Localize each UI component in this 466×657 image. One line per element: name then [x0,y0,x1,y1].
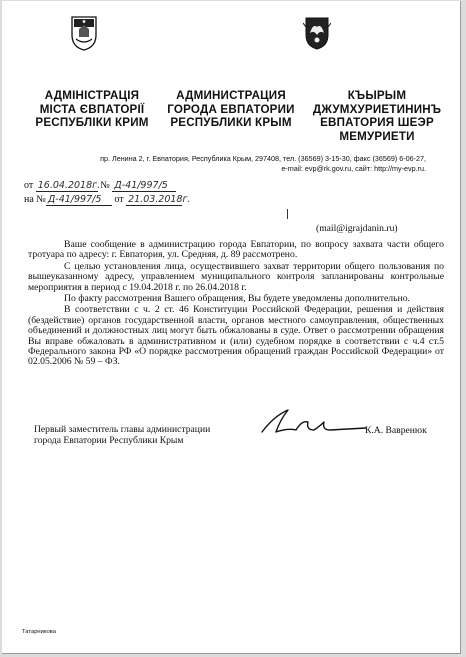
body-paragraph: Ваше сообщение в администрацию города Евпатории, по вопросу захвата части общего тротуара по адресу: г. Евпатория, ул. Средняя, д. 89 рассмотрено. [28,239,444,261]
contact-email-site: e-mail: evp@rk.gov.ru, сайт: http://my-evp.ru. [281,164,426,173]
in-from-label: от [114,194,124,205]
handwritten-mark [287,209,288,219]
evpatoria-coat-of-arms-icon [70,15,98,51]
executor-name: Татарникова [22,629,56,635]
header-russian: АДМИНИСТРАЦИЯ ГОРОДА ЕВПАТОРИИ РЕСПУБЛИКИ КРЫМ [167,89,295,129]
signer-name: К.А. Вавренюк [365,425,427,436]
outgoing-number: Д-41/997/5 [112,180,176,192]
outgoing-date: 16.04.2018г. [37,180,101,191]
header-crimean-tatar: КЪЫРЫМ ДЖУМХУРИЕТИНИНЪ ЕВПАТОРИЯ ШЕЭР МЕМУРИЕТИ [312,89,442,143]
number-label: № [100,180,110,191]
in-prefix: на № [24,194,46,205]
incoming-reference [24,194,191,206]
body-paragraph: По факту рассмотрения Вашего обращения, Вы будете уведомлены дополнительно. [64,293,410,305]
crimea-coat-of-arms-icon [303,15,331,51]
signer-title: Первый заместитель главы администрации города Евпатории Республики Крым [34,424,211,447]
body-paragraph: С целью установления лица, осуществившего захват территории общего пользования по вышеуказанному адресу, управлением муниципального контроля запланированы контрольные мероприятия в период с 19.04.2018 г. по 26.04.2018 г. [28,260,444,293]
body-paragraph: В соответствии с ч. 2 ст. 46 Конституции Российской Федерации, решения и действия (бездействие) органов государственной власти, органов местного самоуправления, общественных объединений и должностных лиц могут быть обжалованы в суде. Ответ о рассмотрении обращения Вы вправе обжаловать в административном и (или) судебном порядке в соответствии с ч.4 ст.5 Федерального закона РФ «О порядке рассмотрения обращений граждан Российской Федерации» от 02.05.2006 № 59 – ФЗ. [28,304,444,368]
header-ukrainian: АДМІНІСТРАЦІЯ МІСТА ЄВПАТОРІЇ РЕСПУБЛІКИ КРИМ [35,89,149,129]
from-label: от [24,180,34,191]
letter-body [28,240,444,369]
contact-address: пр. Ленина 2, г. Евпатория, Республика Крым, 297408, тел. (36569) 3-15-30, факс (36569) 6-06-27, [100,154,426,163]
letter-page [2,1,461,654]
outgoing-registration [24,180,176,192]
recipient-email: (mail@igrajdanin.ru) [316,223,398,234]
incoming-date: 21.03.2018г. [128,194,191,205]
handwritten-signature [258,408,368,434]
incoming-number: Д-41/997/5 [46,194,112,206]
